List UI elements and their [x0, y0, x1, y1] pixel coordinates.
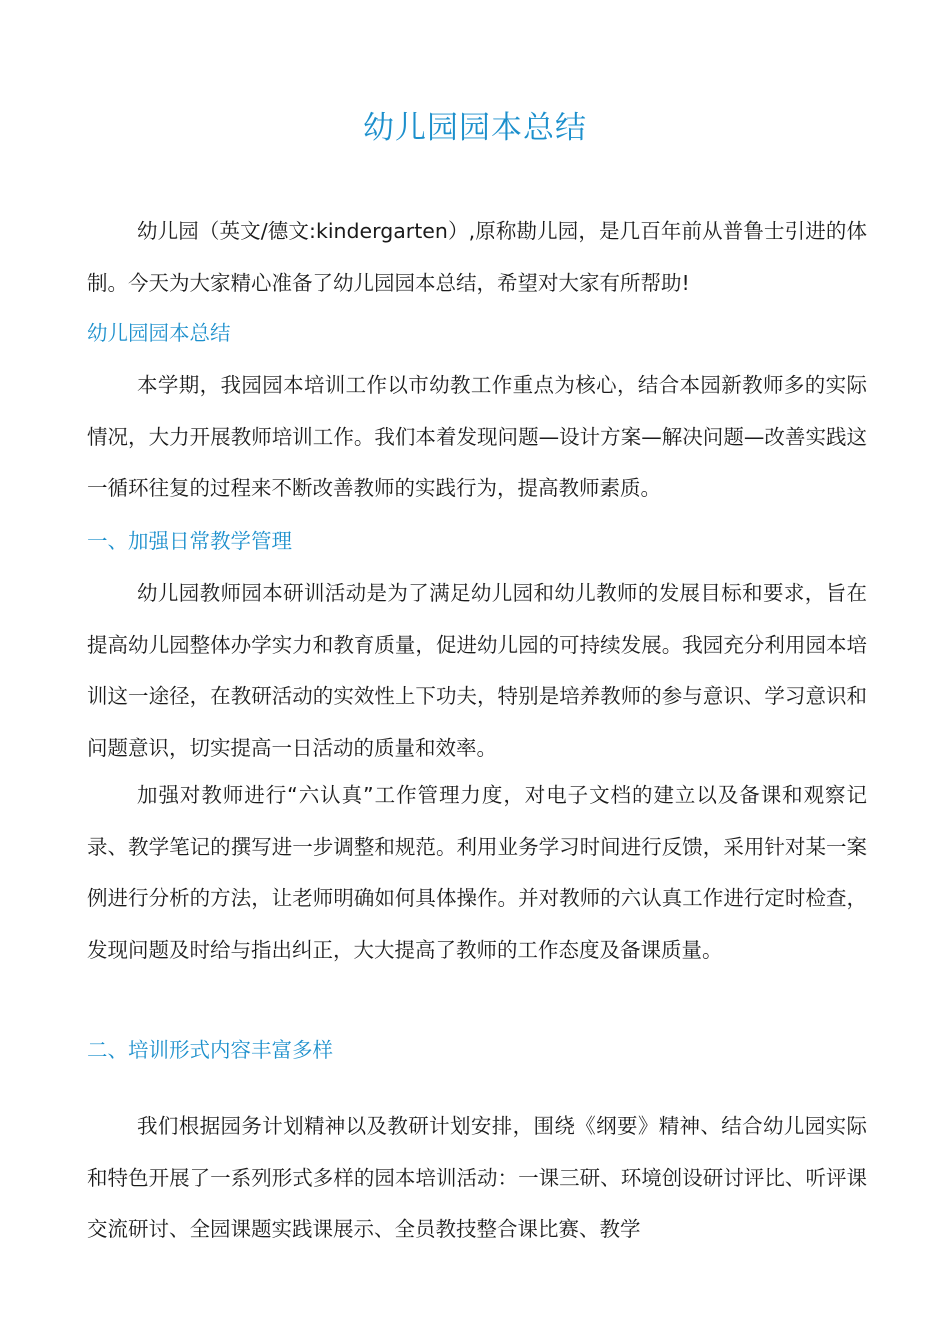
intro-paragraph: 幼儿园（英文/德文:kindergarten）,原称勘儿园，是几百年前从普鲁士引进的体制。今天为大家精心准备了幼儿园园本总结，希望对大家有所帮助! — [87, 219, 867, 295]
section-heading-1: 一、加强日常教学管理 — [87, 529, 292, 553]
paragraph-2: 幼儿园教师园本研训活动是为了满足幼儿园和幼儿教师的发展目标和要求，旨在提高幼儿园整体办学实力和教育质量，促进幼儿园的可持续发展。我园充分利用园本培训这一途径，在教研活动的实效性上下功夫，特别是培养教师的参与意识、学习意识和问题意识，切实提高一日活动的质量和效率。 — [87, 581, 867, 760]
paragraph-4: 我们根据园务计划精神以及教研计划安排，围绕《纲要》精神、结合幼儿园实际和特色开展了一系列形式多样的园本培训活动：一课三研、环境创设研讨评比、听评课交流研讨、全园课题实践课展示、全员教技整合课比赛、教学 — [87, 1114, 867, 1241]
section-heading-2: 二、培训形式内容丰富多样 — [87, 1038, 333, 1062]
subtitle-heading: 幼儿园园本总结 — [87, 321, 231, 345]
paragraph-1: 本学期，我园园本培训工作以市幼教工作重点为核心，结合本园新教师多的实际情况，大力开展教师培训工作。我们本着发现问题—设计方案—解决问题—改善实践这一循环往复的过程来不断改善教师的实践行为，提高教师素质。 — [87, 373, 867, 500]
paragraph-3: 加强对教师进行“六认真”工作管理力度，对电子文档的建立以及备课和观察记录、教学笔记的撰写进一步调整和规范。利用业务学习时间进行反馈，采用针对某一案例进行分析的方法，让老师明确如何具体操作。并对教师的六认真工作进行定时检查，发现问题及时给与指出纠正，大大提高了教师的工作态度及备课质量。 — [87, 783, 867, 962]
document-title: 幼儿园园本总结 — [363, 110, 587, 146]
